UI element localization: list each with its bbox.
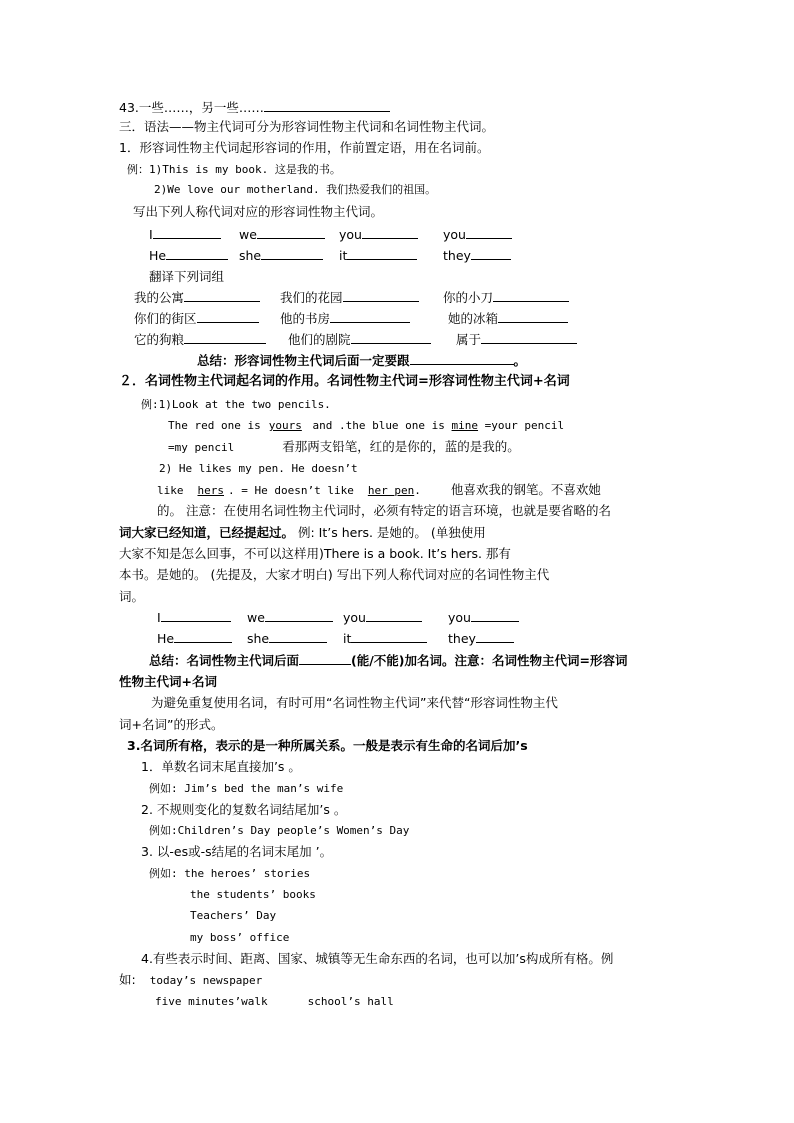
note-line-5: 词。 xyxy=(119,589,145,604)
phrase-label: 我的公寓 xyxy=(134,290,185,305)
answer-blank[interactable] xyxy=(481,331,577,344)
noun-pronoun-row-2 xyxy=(157,630,514,648)
pronoun-label: I xyxy=(149,227,153,242)
answer-blank[interactable] xyxy=(261,247,323,260)
phrase-label: 我们的花园 xyxy=(280,290,343,305)
section-3-heading: 三．语法——物主代词可分为形容词性物主代词和名词性物主代词。 xyxy=(119,119,495,134)
pronoun-label: they xyxy=(448,631,476,646)
summary-2b: 性物主代词+名词 xyxy=(119,674,217,689)
rule-1-example: 例如: Jim’s bed the man’s wife xyxy=(149,782,344,795)
pronoun-label: you xyxy=(339,227,362,242)
rule-3: 3. 以-es或-s结尾的名词末尾加 ’。 xyxy=(141,844,333,859)
example-3a: 2) He likes my pen. He doesn’t xyxy=(159,462,358,475)
answer-blank[interactable] xyxy=(493,289,569,302)
task-1: 写出下列人称代词对应的形容词性物主代词。 xyxy=(133,204,384,219)
answer-blank[interactable] xyxy=(153,226,221,239)
answer-blank[interactable] xyxy=(161,609,231,622)
rule-3-example-3: Teachers’ Day xyxy=(190,909,277,922)
rule-2: 2. 不规则变化的复数名词结尾加’s 。 xyxy=(141,802,347,817)
avoid-line-1: 为避免重复使用名词，有时可用“名词性物主代词”来代替“形容词性物主代 xyxy=(151,695,558,710)
answer-blank[interactable] xyxy=(269,630,327,643)
answer-blank[interactable] xyxy=(471,609,519,622)
phrase-label: 它的狗粮 xyxy=(134,332,185,347)
note-line-2: 词大家已经知道，已经提起过。 例: It’s hers. 是她的。 (单独使用 xyxy=(119,525,486,540)
rule-3-example-2: the students’ books xyxy=(190,888,316,901)
rule-2-example: 例如:Children’s Day people’s Women’s Day xyxy=(149,824,410,837)
note-line-4: 本书。是她的。 (先提及，大家才明白) 写出下列人称代词对应的名词性物主代 xyxy=(119,567,550,582)
rule-4-example-2: five minutes’walk school’s hall xyxy=(155,995,394,1008)
phrase-row-2 xyxy=(134,310,568,328)
phrase-label: 属于 xyxy=(456,332,482,347)
pronoun-label: you xyxy=(343,610,366,625)
answer-blank[interactable] xyxy=(471,247,511,260)
phrase-label: 他们的剧院 xyxy=(288,332,351,347)
example-1a: 例：1)This is my book. 这是我的书。 xyxy=(127,163,341,176)
answer-blank[interactable] xyxy=(347,247,417,260)
summary-2a: 总结：名词性物主代词后面 (能/不能)加名词。注意：名词性物主代词=形容词 xyxy=(149,653,628,668)
answer-blank[interactable] xyxy=(476,630,514,643)
point-2: ２．名词性物主代词起名词的作用。名词性物主代词=形容词性物主代词+名词 xyxy=(119,374,570,389)
answer-blank[interactable] xyxy=(174,630,232,643)
rule-4-example-1: 如: today’s newspaper xyxy=(119,972,263,987)
phrase-row-3 xyxy=(134,331,577,349)
example-1b: 2)We love our motherland. 我们热爱我们的祖国。 xyxy=(154,183,437,196)
pronoun-label: He xyxy=(157,631,175,646)
pronoun-label: she xyxy=(239,248,262,263)
note-line-3: 大家不知是怎么回事，不可以这样用)There is a book. It’s hers. 那有 xyxy=(119,546,511,561)
phrase-label: 她的冰箱 xyxy=(448,311,499,326)
rule-3-example-1: 例如: the heroes’ stories xyxy=(149,867,311,880)
note-line-1: 的。 注意：在使用名词性物主代词时，必须有特定的语言环境，也就是要省略的名 xyxy=(157,503,611,518)
pronoun-label: she xyxy=(247,631,270,646)
answer-blank[interactable] xyxy=(362,226,418,239)
pronoun-label: He xyxy=(149,248,167,263)
point-1: 1．形容词性物主代词起形容词的作用，作前置定语，用在名词前。 xyxy=(119,140,490,155)
phrase-label: 他的书房 xyxy=(280,311,331,326)
answer-blank[interactable] xyxy=(257,226,325,239)
pronoun-label: we xyxy=(239,227,257,242)
example-2c: =my pencil 看那两支铅笔，红的是你的，蓝的是我的。 xyxy=(168,439,520,454)
answer-blank[interactable] xyxy=(197,310,259,323)
answer-blank[interactable] xyxy=(265,609,333,622)
answer-blank[interactable] xyxy=(184,331,266,344)
answer-blank[interactable] xyxy=(166,247,228,260)
pronoun-label: we xyxy=(247,610,265,625)
pronoun-row-2 xyxy=(149,247,511,265)
summary-1: 总结：形容词性物主代词后面一定要跟 。 xyxy=(197,353,527,368)
noun-pronoun-row-1 xyxy=(157,609,519,627)
example-3b: like hers . = He doesn’t like her pen. 他喜欢我的钢笔。不喜欢她 xyxy=(157,482,601,497)
answer-blank[interactable] xyxy=(299,652,351,665)
answer-blank[interactable] xyxy=(366,609,422,622)
phrase-row-1 xyxy=(134,289,569,307)
pronoun-label: it xyxy=(343,631,352,646)
answer-blank[interactable] xyxy=(498,310,568,323)
rule-3-example-4: my boss’ office xyxy=(190,931,290,944)
avoid-line-2: 词+名词”的形式。 xyxy=(119,717,224,732)
answer-blank[interactable] xyxy=(343,289,419,302)
pronoun-label: you xyxy=(448,610,471,625)
phrase-label: 你的小刀 xyxy=(443,290,494,305)
answer-blank[interactable] xyxy=(410,352,514,365)
pronoun-label: they xyxy=(443,248,471,263)
rule-1: 1．单数名词末尾直接加’s 。 xyxy=(141,759,301,774)
example-2b: The red one is yours and .the blue one is mine =your pencil xyxy=(168,419,565,432)
pronoun-label: it xyxy=(339,248,348,263)
translate-heading: 翻译下列词组 xyxy=(149,269,225,284)
answer-blank[interactable] xyxy=(184,289,260,302)
point-3: 3.名词所有格，表示的是一种所属关系。一般是表示有生命的名词后加’s xyxy=(127,738,528,753)
answer-blank[interactable] xyxy=(264,99,390,112)
item-43: 43.一些……，另一些…… xyxy=(119,99,390,117)
rule-4: 4.有些表示时间、距离、国家、城镇等无生命东西的名词，也可以加’s构成所有格。例 xyxy=(141,951,614,966)
pronoun-row-1 xyxy=(149,226,512,244)
answer-blank[interactable] xyxy=(330,310,410,323)
phrase-label: 你们的街区 xyxy=(134,311,197,326)
answer-blank[interactable] xyxy=(351,331,431,344)
pronoun-label: I xyxy=(157,610,161,625)
pronoun-label: you xyxy=(443,227,466,242)
example-2a: 例:1)Look at the two pencils. xyxy=(141,398,331,411)
answer-blank[interactable] xyxy=(351,630,427,643)
answer-blank[interactable] xyxy=(466,226,512,239)
